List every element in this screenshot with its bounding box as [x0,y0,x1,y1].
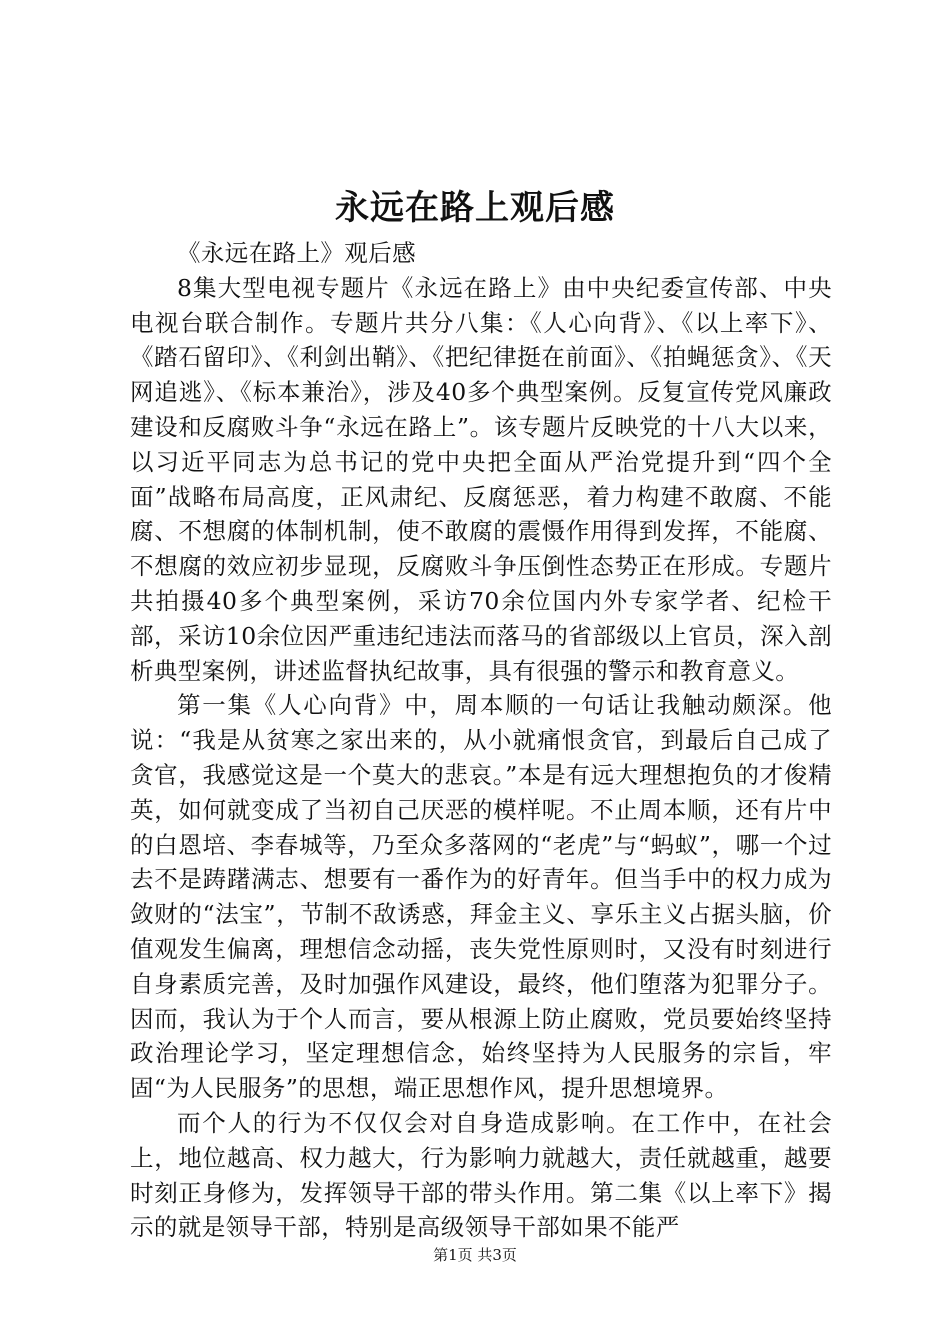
paragraph-episode-one: 第一集《人心向背》中，周本顺的一句话让我触动颇深。他说：“我是从贫寒之家出来的，从小就痛恨贪官，到最后自己成了贪官，我感觉这是一个莫大的悲哀。”本是有远大理想抱负的才俊精英，如何就变成了当初自己厌恶的模样呢。不止周本顺，还有片中的白恩培、李春城等，乃至众多落网的“老虎”与“蚂蚁”，哪一个过去不是踌躇满志、想要有一番作为的好青年。但当手中的权力成为敛财的“法宝”，节制不敌诱惑，拜金主义、享乐主义占据头脑，价值观发生偏离，理想信念动摇，丧失党性原则时，又没有时刻进行自身素质完善，及时加强作风建设，最终，他们堕落为犯罪分子。因而，我认为于个人而言，要从根源上防止腐败，党员要始终坚持政治理论学习，坚定理想信念，始终坚持为人民服务的宗旨，牢固“为人民服务”的思想，端正思想作风，提升思想境界。 [130,691,832,1103]
document-body [130,236,832,1245]
paragraph-intro: 8集大型电视专题片《永远在路上》由中央纪委宣传部、中央电视台联合制作。专题片共分八集：《人心向背》、《以上率下》、《踏石留印》、《利剑出鞘》、《把纪律挺在前面》、《拍蝇惩贪》、《天网追逃》、《标本兼治》，涉及40多个典型案例。反复宣传党风廉政建设和反腐败斗争“永远在路上”。该专题片反映党的十八大以来，以习近平同志为总书记的党中央把全面从严治党提升到“四个全面”战略布局高度，正风肃纪、反腐惩恶，着力构建不敢腐、不能腐、不想腐的体制机制，使不敢腐的震慑作用得到发挥，不能腐、不想腐的效应初步显现，反腐败斗争压倒性态势正在形成。专题片共拍摄40多个典型案例，采访70余位国内外专家学者、纪检干部，采访10余位因严重违纪违法而落马的省部级以上官员，深入剖析典型案例，讲述监督执纪故事，具有很强的警示和教育意义。 [130,273,832,685]
document-title: 永远在路上观后感 [335,188,615,228]
page-number-footer: 第1页 共3页 [433,1246,517,1264]
paragraph-subtitle: 《永远在路上》观后感 [177,239,416,267]
paragraph-episode-two: 而个人的行为不仅仅会对自身造成影响。在工作中，在社会上，地位越高、权力越大，行为影响力就越大，责任就越重，越要时刻正身修为，发挥领导干部的带头作用。第二集《以上率下》揭示的就是领导干部，特别是高级领导干部如果不能严 [130,1108,832,1242]
